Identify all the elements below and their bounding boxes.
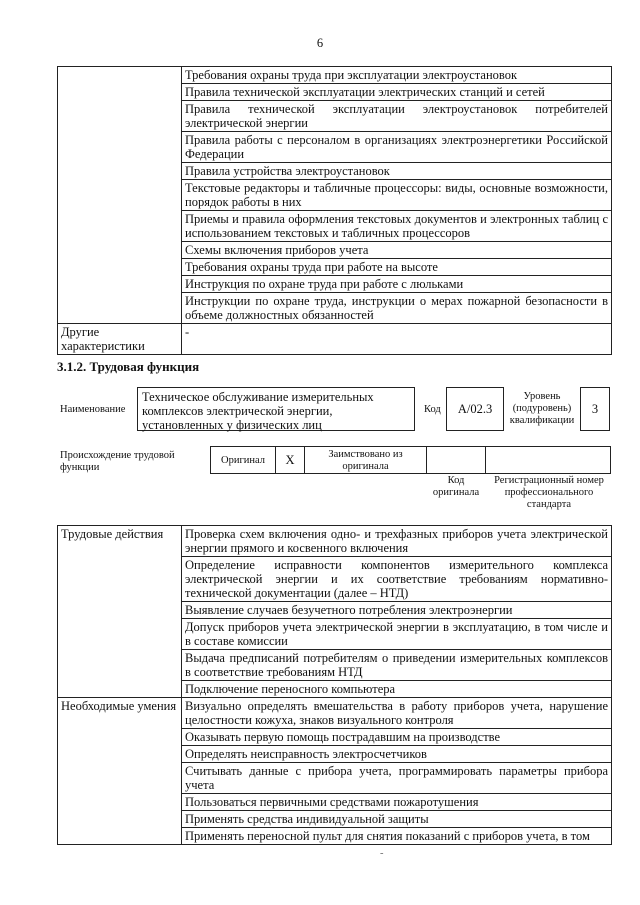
skills-label: Необходимые умения: [58, 698, 182, 845]
table-row: [58, 698, 612, 729]
footer-mark: -: [380, 848, 384, 859]
action-item: Подключение переносного компьютера: [182, 681, 612, 698]
action-item: Выявление случаев безучетного потребления электроэнергии: [182, 602, 612, 619]
knowledge-item: Инструкции по охране труда, инструкции о мерах пожарной безопасности в объеме должностных обязанностей: [182, 293, 612, 324]
knowledge-item: Правила технической эксплуатации электроустановок потребителей электрической энергии: [182, 101, 612, 132]
skill-item: Считывать данные с прибора учета, программировать параметры прибора учета: [182, 763, 612, 794]
action-item: Допуск приборов учета электрической энергии в эксплуатацию, в том числе и в составе комиссии: [182, 619, 612, 650]
knowledge-table: [57, 66, 612, 355]
level-box: [580, 387, 610, 431]
skill-item: Применять средства индивидуальной защиты: [182, 811, 612, 828]
borrowed-label: Заимствовано из оригинала: [328, 449, 403, 472]
knowledge-item: Требования охраны труда при эксплуатации электроустановок: [182, 67, 612, 84]
knowledge-item: Правила работы с персоналом в организациях электроэнергетики Российской Федерации: [182, 132, 612, 163]
name-label: Наименование: [60, 404, 126, 415]
knowledge-item: Требования охраны труда при работе на высоте: [182, 259, 612, 276]
original-cell: [210, 446, 276, 474]
page-number: 6: [316, 36, 324, 50]
origin-label: Происхождение трудовой функции: [60, 450, 175, 473]
code-box: [446, 387, 504, 431]
function-name-box: [137, 387, 415, 431]
actions-label: Трудовые действия: [58, 526, 182, 698]
table-row: [58, 526, 612, 557]
other-characteristics-value: -: [182, 324, 612, 355]
registration-number-caption: Регистрационный номер профессионального стандарта: [494, 475, 604, 510]
knowledge-item: Правила устройства электроустановок: [182, 163, 612, 180]
original-mark-cell: [275, 446, 305, 474]
knowledge-item: Приемы и правила оформления текстовых документов и электронных таблиц с использованием текстовых и табличных процессоров: [182, 211, 612, 242]
knowledge-item: Правила технической эксплуатации электрических станций и сетей: [182, 84, 612, 101]
borrowed-cell: [304, 446, 427, 474]
level-label: Уровень (подуровень) квалификации: [509, 391, 575, 426]
labor-function-table: [57, 525, 612, 845]
table-row: [58, 67, 612, 84]
section-heading: 3.1.2. Трудовая функция: [57, 359, 200, 374]
original-code-caption: Код оригинала: [432, 475, 480, 498]
knowledge-item: Схемы включения приборов учета: [182, 242, 612, 259]
code-label: Код: [424, 404, 441, 415]
table-row: [58, 324, 612, 355]
skill-item: Пользоваться первичными средствами пожаротушения: [182, 794, 612, 811]
level-value: 3: [591, 402, 599, 416]
original-code-cell: [426, 446, 486, 474]
action-item: Выдача предписаний потребителям о приведении измерительных комплексов в соответствие требованиям НТД: [182, 650, 612, 681]
action-item: Проверка схем включения одно- и трехфазных приборов учета электрической энергии прямого и косвенного включения: [182, 526, 612, 557]
knowledge-item: Текстовые редакторы и табличные процессоры: виды, основные возможности, порядок работы в них: [182, 180, 612, 211]
action-item: Определение исправности компонентов измерительного комплекса электрической энергии и их соответствие требованиям нормативно-технической документации (далее – НТД): [182, 557, 612, 602]
other-characteristics-label: Другие характеристики: [58, 324, 182, 355]
skill-item: Определять неисправность электросчетчиков: [182, 746, 612, 763]
skill-item: Оказывать первую помощь пострадавшим на производстве: [182, 729, 612, 746]
empty-label-cell: [58, 67, 182, 324]
function-name-value: Техническое обслуживание измерительных комплексов электрической энергии, установленных у физических лиц: [142, 390, 374, 432]
original-mark: X: [285, 453, 295, 467]
original-label: Оригинал: [221, 455, 265, 466]
registration-number-cell: [485, 446, 611, 474]
code-value: А/02.3: [457, 402, 493, 416]
skill-item: Визуально определять вмешательства в работу приборов учета, нарушение целостности кожуха, знаков визуального контроля: [182, 698, 612, 729]
knowledge-item: Инструкция по охране труда при работе с люльками: [182, 276, 612, 293]
skill-item: Применять переносной пульт для снятия показаний с приборов учета, в том: [182, 828, 612, 845]
